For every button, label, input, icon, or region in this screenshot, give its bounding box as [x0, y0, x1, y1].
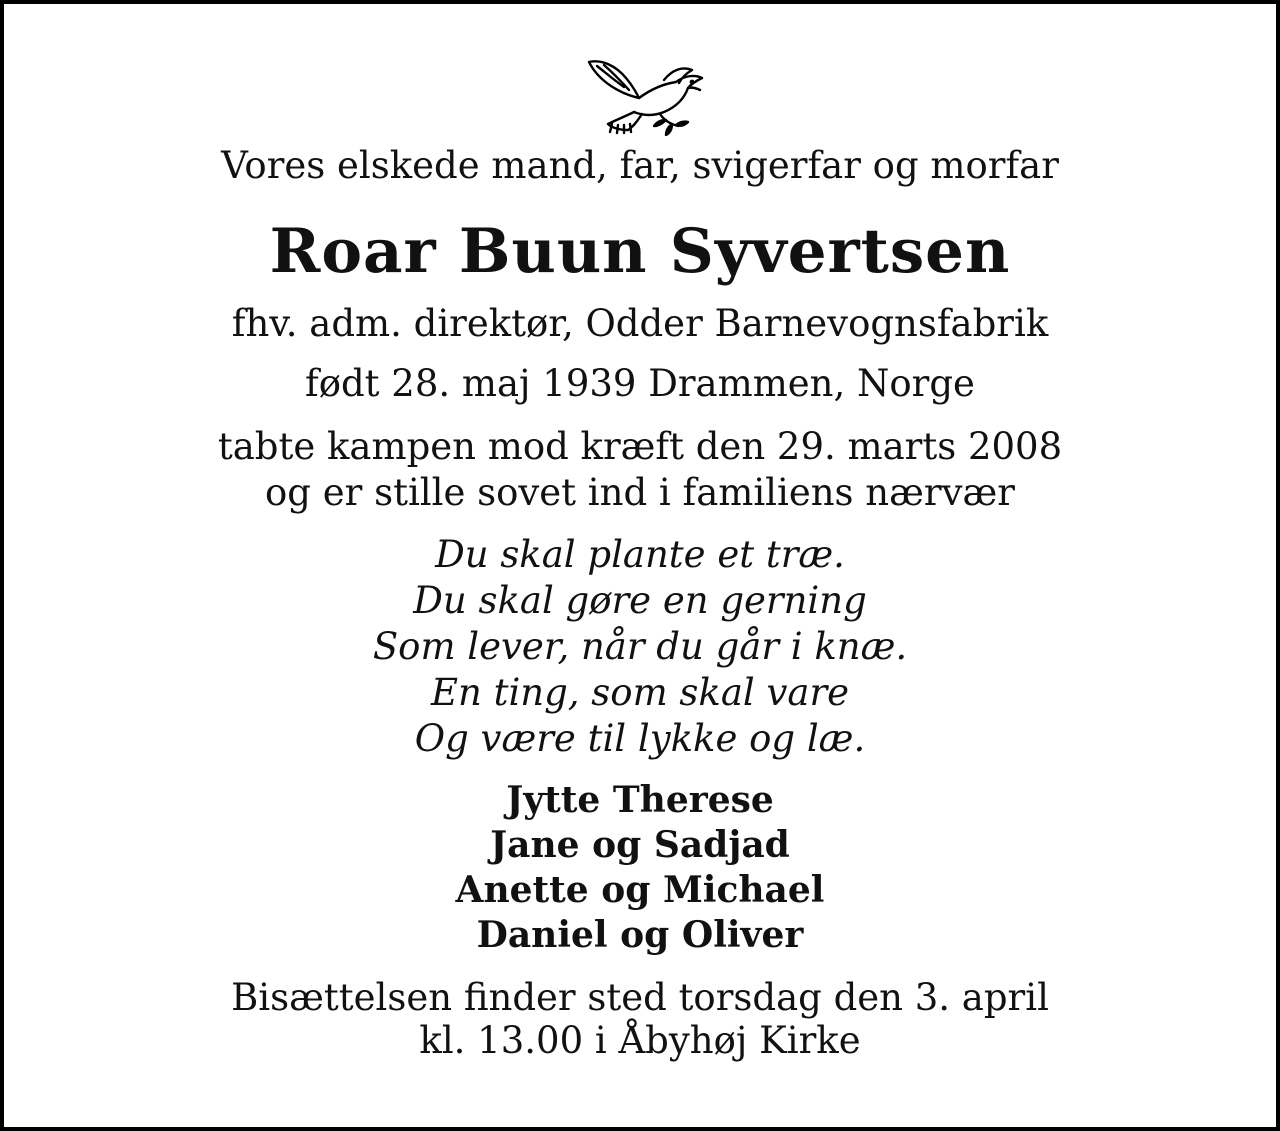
- family-name: Daniel og Oliver: [476, 914, 804, 956]
- poem-line: Og være til lykke og læ.: [414, 717, 866, 760]
- deceased-name: Roar Buun Syvertsen: [269, 216, 1011, 287]
- poem-line: En ting, som skal vare: [430, 671, 850, 714]
- poem-line: Du skal plante et træ.: [435, 533, 845, 576]
- poem: [4, 532, 1276, 762]
- family-name: Anette og Michael: [455, 869, 825, 911]
- deceased-title: fhv. adm. direktør, Odder Barnevognsfabrik: [231, 302, 1049, 345]
- intro-line: Vores elskede mand, far, svigerfar og morfar: [221, 144, 1059, 187]
- death-line: og er stille sovet ind i familiens nærvær: [265, 471, 1015, 514]
- poem-line: Som lever, når du går i knæ.: [372, 625, 908, 668]
- birth-line: født 28. maj 1939 Drammen, Norge: [305, 362, 975, 405]
- family-name: Jane og Sadjad: [490, 824, 790, 866]
- dove-icon: [584, 54, 708, 136]
- funeral-line: Bisættelsen finder sted torsdag den 3. april: [231, 976, 1049, 1019]
- family-name: Jytte Therese: [506, 779, 774, 821]
- poem-line: Du skal gøre en gerning: [413, 579, 867, 622]
- death-text: [4, 424, 1276, 516]
- funeral-line: kl. 13.00 i Åbyhøj Kirke: [419, 1019, 861, 1062]
- death-line: tabte kampen mod kræft den 29. marts 2008: [217, 425, 1063, 468]
- funeral-info: [4, 976, 1276, 1062]
- family-signatures: [4, 778, 1276, 958]
